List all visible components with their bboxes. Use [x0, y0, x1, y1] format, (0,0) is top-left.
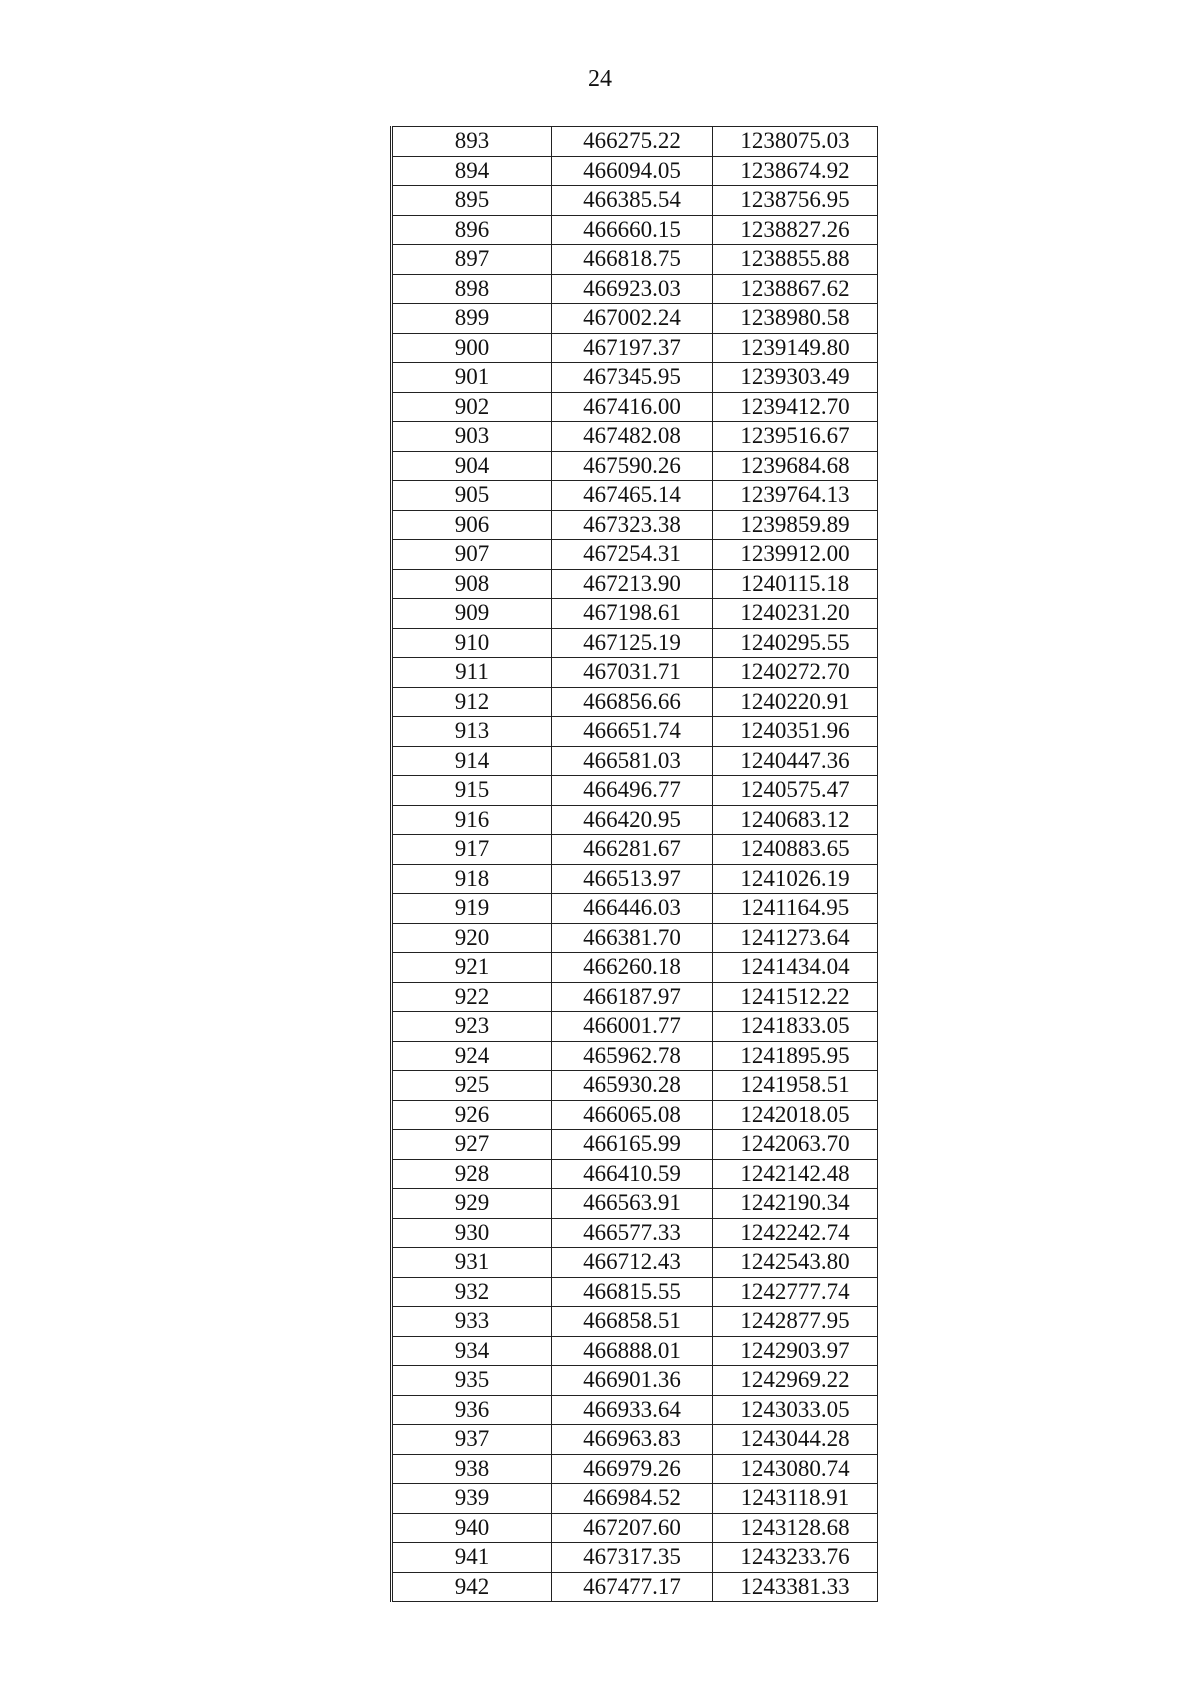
- x-coordinate-cell: 467590.26: [552, 451, 713, 481]
- x-coordinate-cell: 466281.67: [552, 835, 713, 865]
- point-number-cell: 939: [392, 1484, 552, 1514]
- x-coordinate-cell: 466446.03: [552, 894, 713, 924]
- x-coordinate-cell: 465930.28: [552, 1071, 713, 1101]
- point-number-cell: 937: [392, 1425, 552, 1455]
- x-coordinate-cell: 466660.15: [552, 215, 713, 245]
- point-number-cell: 923: [392, 1012, 552, 1042]
- point-number-cell: 903: [392, 422, 552, 452]
- table-row: [392, 1071, 878, 1101]
- table-row: [392, 599, 878, 629]
- y-coordinate-cell: 1243128.68: [713, 1513, 878, 1543]
- table-row: [392, 1513, 878, 1543]
- table-row: [392, 363, 878, 393]
- table-row: [392, 746, 878, 776]
- table-row: [392, 894, 878, 924]
- y-coordinate-cell: 1243381.33: [713, 1572, 878, 1602]
- point-number-cell: 910: [392, 628, 552, 658]
- table-row: [392, 1395, 878, 1425]
- y-coordinate-cell: 1243033.05: [713, 1395, 878, 1425]
- point-number-cell: 936: [392, 1395, 552, 1425]
- point-number-cell: 933: [392, 1307, 552, 1337]
- x-coordinate-cell: 467213.90: [552, 569, 713, 599]
- x-coordinate-cell: 466065.08: [552, 1100, 713, 1130]
- point-number-cell: 894: [392, 156, 552, 186]
- x-coordinate-cell: 466923.03: [552, 274, 713, 304]
- point-number-cell: 918: [392, 864, 552, 894]
- y-coordinate-cell: 1239912.00: [713, 540, 878, 570]
- table-row: [392, 156, 878, 186]
- y-coordinate-cell: 1242190.34: [713, 1189, 878, 1219]
- table-row: [392, 422, 878, 452]
- y-coordinate-cell: 1238855.88: [713, 245, 878, 275]
- point-number-cell: 909: [392, 599, 552, 629]
- table-row: [392, 1425, 878, 1455]
- x-coordinate-cell: 466815.55: [552, 1277, 713, 1307]
- point-number-cell: 941: [392, 1543, 552, 1573]
- point-number-cell: 898: [392, 274, 552, 304]
- y-coordinate-cell: 1239859.89: [713, 510, 878, 540]
- table-row: [392, 392, 878, 422]
- table-row: [392, 923, 878, 953]
- table-row: [392, 1543, 878, 1573]
- coordinates-table: [390, 126, 878, 1602]
- table-row: [392, 1307, 878, 1337]
- y-coordinate-cell: 1241958.51: [713, 1071, 878, 1101]
- x-coordinate-cell: 467416.00: [552, 392, 713, 422]
- table-row: [392, 1572, 878, 1602]
- table-row: [392, 333, 878, 363]
- x-coordinate-cell: 467198.61: [552, 599, 713, 629]
- x-coordinate-cell: 466381.70: [552, 923, 713, 953]
- x-coordinate-cell: 466984.52: [552, 1484, 713, 1514]
- y-coordinate-cell: 1242877.95: [713, 1307, 878, 1337]
- x-coordinate-cell: 467254.31: [552, 540, 713, 570]
- table-row: [392, 1366, 878, 1396]
- point-number-cell: 938: [392, 1454, 552, 1484]
- x-coordinate-cell: 467002.24: [552, 304, 713, 334]
- table-row: [392, 215, 878, 245]
- point-number-cell: 906: [392, 510, 552, 540]
- point-number-cell: 913: [392, 717, 552, 747]
- point-number-cell: 924: [392, 1041, 552, 1071]
- point-number-cell: 932: [392, 1277, 552, 1307]
- y-coordinate-cell: 1243233.76: [713, 1543, 878, 1573]
- y-coordinate-cell: 1239764.13: [713, 481, 878, 511]
- table-row: [392, 1189, 878, 1219]
- table-row: [392, 1159, 878, 1189]
- x-coordinate-cell: 466260.18: [552, 953, 713, 983]
- x-coordinate-cell: 466563.91: [552, 1189, 713, 1219]
- x-coordinate-cell: 466933.64: [552, 1395, 713, 1425]
- x-coordinate-cell: 467482.08: [552, 422, 713, 452]
- y-coordinate-cell: 1240351.96: [713, 717, 878, 747]
- point-number-cell: 920: [392, 923, 552, 953]
- x-coordinate-cell: 466275.22: [552, 127, 713, 157]
- y-coordinate-cell: 1243118.91: [713, 1484, 878, 1514]
- x-coordinate-cell: 466420.95: [552, 805, 713, 835]
- y-coordinate-cell: 1240272.70: [713, 658, 878, 688]
- table-row: [392, 982, 878, 1012]
- table-row: [392, 451, 878, 481]
- y-coordinate-cell: 1238075.03: [713, 127, 878, 157]
- point-number-cell: 901: [392, 363, 552, 393]
- y-coordinate-cell: 1240575.47: [713, 776, 878, 806]
- x-coordinate-cell: 465962.78: [552, 1041, 713, 1071]
- y-coordinate-cell: 1239303.49: [713, 363, 878, 393]
- point-number-cell: 908: [392, 569, 552, 599]
- page-number: 24: [588, 66, 612, 92]
- x-coordinate-cell: 466513.97: [552, 864, 713, 894]
- y-coordinate-cell: 1241512.22: [713, 982, 878, 1012]
- y-coordinate-cell: 1242777.74: [713, 1277, 878, 1307]
- point-number-cell: 929: [392, 1189, 552, 1219]
- y-coordinate-cell: 1240295.55: [713, 628, 878, 658]
- y-coordinate-cell: 1241164.95: [713, 894, 878, 924]
- point-number-cell: 907: [392, 540, 552, 570]
- point-number-cell: 911: [392, 658, 552, 688]
- x-coordinate-cell: 466979.26: [552, 1454, 713, 1484]
- table-row: [392, 1277, 878, 1307]
- point-number-cell: 916: [392, 805, 552, 835]
- table-row: [392, 274, 878, 304]
- x-coordinate-cell: 466094.05: [552, 156, 713, 186]
- point-number-cell: 931: [392, 1248, 552, 1278]
- y-coordinate-cell: 1241895.95: [713, 1041, 878, 1071]
- y-coordinate-cell: 1238867.62: [713, 274, 878, 304]
- point-number-cell: 900: [392, 333, 552, 363]
- x-coordinate-cell: 467477.17: [552, 1572, 713, 1602]
- x-coordinate-cell: 467197.37: [552, 333, 713, 363]
- x-coordinate-cell: 467207.60: [552, 1513, 713, 1543]
- x-coordinate-cell: 467323.38: [552, 510, 713, 540]
- x-coordinate-cell: 466901.36: [552, 1366, 713, 1396]
- y-coordinate-cell: 1239149.80: [713, 333, 878, 363]
- point-number-cell: 893: [392, 127, 552, 157]
- point-number-cell: 919: [392, 894, 552, 924]
- y-coordinate-cell: 1239516.67: [713, 422, 878, 452]
- x-coordinate-cell: 466385.54: [552, 186, 713, 216]
- y-coordinate-cell: 1241833.05: [713, 1012, 878, 1042]
- point-number-cell: 922: [392, 982, 552, 1012]
- point-number-cell: 914: [392, 746, 552, 776]
- table-row: [392, 658, 878, 688]
- point-number-cell: 934: [392, 1336, 552, 1366]
- table-row: [392, 540, 878, 570]
- table-row: [392, 1130, 878, 1160]
- table-row: [392, 1041, 878, 1071]
- table-row: [392, 481, 878, 511]
- table-row: [392, 1454, 878, 1484]
- y-coordinate-cell: 1242018.05: [713, 1100, 878, 1130]
- y-coordinate-cell: 1241273.64: [713, 923, 878, 953]
- x-coordinate-cell: 466581.03: [552, 746, 713, 776]
- table-row: [392, 628, 878, 658]
- y-coordinate-cell: 1240447.36: [713, 746, 878, 776]
- y-coordinate-cell: 1238980.58: [713, 304, 878, 334]
- x-coordinate-cell: 467031.71: [552, 658, 713, 688]
- x-coordinate-cell: 466187.97: [552, 982, 713, 1012]
- y-coordinate-cell: 1240115.18: [713, 569, 878, 599]
- table-row: [392, 1012, 878, 1042]
- table-row: [392, 835, 878, 865]
- x-coordinate-cell: 466888.01: [552, 1336, 713, 1366]
- table-row: [392, 127, 878, 157]
- table-row: [392, 245, 878, 275]
- y-coordinate-cell: 1239412.70: [713, 392, 878, 422]
- x-coordinate-cell: 466818.75: [552, 245, 713, 275]
- x-coordinate-cell: 467345.95: [552, 363, 713, 393]
- point-number-cell: 912: [392, 687, 552, 717]
- point-number-cell: 926: [392, 1100, 552, 1130]
- y-coordinate-cell: 1241434.04: [713, 953, 878, 983]
- point-number-cell: 896: [392, 215, 552, 245]
- x-coordinate-cell: 466001.77: [552, 1012, 713, 1042]
- y-coordinate-cell: 1242242.74: [713, 1218, 878, 1248]
- x-coordinate-cell: 466165.99: [552, 1130, 713, 1160]
- y-coordinate-cell: 1242543.80: [713, 1248, 878, 1278]
- y-coordinate-cell: 1243044.28: [713, 1425, 878, 1455]
- point-number-cell: 928: [392, 1159, 552, 1189]
- table-row: [392, 953, 878, 983]
- y-coordinate-cell: 1238756.95: [713, 186, 878, 216]
- point-number-cell: 930: [392, 1218, 552, 1248]
- table-row: [392, 1484, 878, 1514]
- table-row: [392, 1336, 878, 1366]
- x-coordinate-cell: 466856.66: [552, 687, 713, 717]
- y-coordinate-cell: 1242903.97: [713, 1336, 878, 1366]
- table-row: [392, 1218, 878, 1248]
- y-coordinate-cell: 1240220.91: [713, 687, 878, 717]
- x-coordinate-cell: 466858.51: [552, 1307, 713, 1337]
- table-row: [392, 304, 878, 334]
- table-row: [392, 687, 878, 717]
- point-number-cell: 940: [392, 1513, 552, 1543]
- x-coordinate-cell: 466963.83: [552, 1425, 713, 1455]
- y-coordinate-cell: 1238674.92: [713, 156, 878, 186]
- y-coordinate-cell: 1242969.22: [713, 1366, 878, 1396]
- point-number-cell: 895: [392, 186, 552, 216]
- x-coordinate-cell: 467125.19: [552, 628, 713, 658]
- point-number-cell: 917: [392, 835, 552, 865]
- point-number-cell: 899: [392, 304, 552, 334]
- y-coordinate-cell: 1240231.20: [713, 599, 878, 629]
- point-number-cell: 942: [392, 1572, 552, 1602]
- point-number-cell: 925: [392, 1071, 552, 1101]
- x-coordinate-cell: 466712.43: [552, 1248, 713, 1278]
- x-coordinate-cell: 466577.33: [552, 1218, 713, 1248]
- x-coordinate-cell: 466496.77: [552, 776, 713, 806]
- x-coordinate-cell: 467465.14: [552, 481, 713, 511]
- point-number-cell: 905: [392, 481, 552, 511]
- table-row: [392, 1100, 878, 1130]
- y-coordinate-cell: 1240683.12: [713, 805, 878, 835]
- y-coordinate-cell: 1242142.48: [713, 1159, 878, 1189]
- table-row: [392, 186, 878, 216]
- coordinates-table-body: [392, 127, 878, 1602]
- point-number-cell: 915: [392, 776, 552, 806]
- point-number-cell: 904: [392, 451, 552, 481]
- y-coordinate-cell: 1240883.65: [713, 835, 878, 865]
- table-row: [392, 805, 878, 835]
- table-row: [392, 717, 878, 747]
- y-coordinate-cell: 1242063.70: [713, 1130, 878, 1160]
- x-coordinate-cell: 466651.74: [552, 717, 713, 747]
- point-number-cell: 927: [392, 1130, 552, 1160]
- table-row: [392, 510, 878, 540]
- y-coordinate-cell: 1239684.68: [713, 451, 878, 481]
- table-row: [392, 1248, 878, 1278]
- x-coordinate-cell: 467317.35: [552, 1543, 713, 1573]
- y-coordinate-cell: 1238827.26: [713, 215, 878, 245]
- point-number-cell: 921: [392, 953, 552, 983]
- point-number-cell: 935: [392, 1366, 552, 1396]
- table-row: [392, 776, 878, 806]
- table-row: [392, 864, 878, 894]
- point-number-cell: 897: [392, 245, 552, 275]
- x-coordinate-cell: 466410.59: [552, 1159, 713, 1189]
- y-coordinate-cell: 1241026.19: [713, 864, 878, 894]
- point-number-cell: 902: [392, 392, 552, 422]
- y-coordinate-cell: 1243080.74: [713, 1454, 878, 1484]
- table-row: [392, 569, 878, 599]
